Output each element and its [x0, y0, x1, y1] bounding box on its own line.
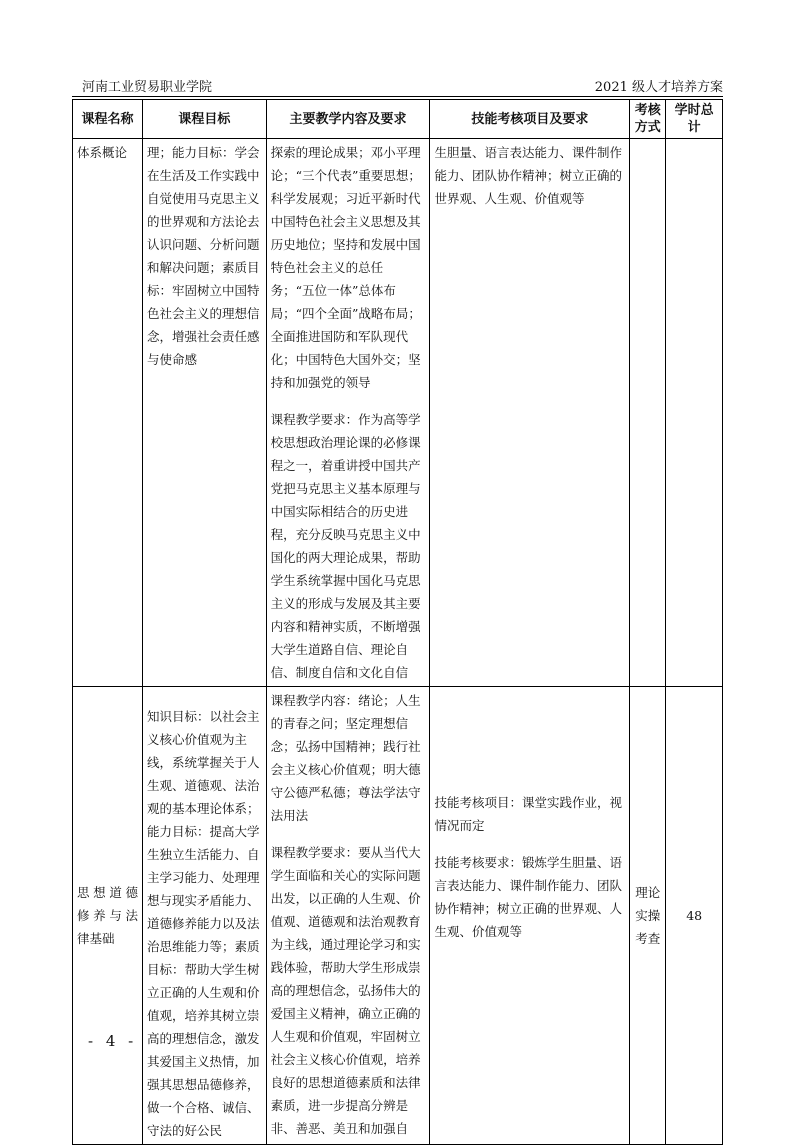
curriculum-table	[72, 99, 723, 1145]
total-hours-cell	[666, 139, 723, 687]
table-row	[73, 687, 723, 1145]
paragraph-gap	[271, 827, 426, 841]
header-rule	[72, 96, 723, 97]
column-header-total-hours: 学时总计	[666, 100, 723, 139]
skills-paragraph: 技能考核项目：课堂实践作业，视情况而定	[434, 795, 622, 833]
column-header-course-name: 课程名称	[73, 100, 143, 139]
column-header-skills: 技能考核项目及要求	[430, 100, 630, 139]
column-header-course-goal: 课程目标	[143, 100, 267, 139]
column-header-assessment-method: 考核方式	[630, 100, 666, 139]
column-header-content: 主要教学内容及要求	[266, 100, 430, 139]
table-row	[73, 139, 723, 687]
course-name-cell: 思想道德修养与法律基础	[73, 687, 143, 1145]
table-header-row	[73, 100, 723, 139]
course-name-cell: 体系概论	[73, 139, 143, 687]
paragraph-gap	[271, 394, 426, 408]
total-hours-cell: 48	[666, 687, 723, 1145]
content-paragraph: 探索的理论成果；邓小平理论；“三个代表”重要思想；科学发展观；习近平新时代中国特色社会主义思想及其历史地位；坚持和发展中国特色社会主义的总任务；“五位一体”总体布局；“四个全面”战略布局；全面推进国防和军队现代化；中国特色大国外交；坚持和加强党的领导	[270, 145, 421, 390]
assessment-method-cell: 理论实操考查	[630, 687, 666, 1145]
content-paragraph: 课程教学内容：绪论；人生的青春之问；坚定理想信念；弘扬中国精神；践行社会主义核心价值观；明大德守公德严私德；尊法学法守法用法	[270, 693, 421, 823]
skills-cell: 生胆量、语言表达能力、课件制作能力、团队协作精神；树立正确的世界观、人生观、价值观等	[430, 139, 630, 687]
course-goal-cell: 知识目标：以社会主义核心价值观为主线，系统掌握关于人生观、道德观、法治观的基本理论体系；能力目标：提高大学生独立生活能力、自主学习能力、处理理想与现实矛盾能力、道德修养能力以及法治思维能力等；素质目标：帮助大学生树立正确的人生观和价值观，培养其树立崇高的理想信念，激发其爱国主义热情，加强其思想品德修养，做一个合格、诚信、守法的好公民	[143, 687, 267, 1145]
paragraph-gap	[434, 837, 625, 851]
course-goal-cell: 理；能力目标：学会在生活及工作实践中自觉使用马克思主义的世界观和方法论去认识问题、分析问题和解决问题；素质目标：牢固树立中国特色社会主义的理想信念，增强社会责任感与使命感	[143, 139, 267, 687]
assessment-method-cell	[630, 139, 666, 687]
content-paragraph: 课程教学要求：要从当代大学生面临和关心的实际问题出发，以正确的人生观、价值观、道德观和法治观教育为主线，通过理论学习和实践体验，帮助大学生形成崇高的理想信念，弘扬伟大的爱国主义精神，确立正确的人生观和价值观，牢固树立社会主义核心价值观，培养良好的思想道德素质和法律素质，进一步提高分辨是非、善恶、美丑和加强自	[270, 845, 421, 1136]
content-paragraph: 课程教学要求：作为高等学校思想政治理论课的必修课程之一，着重讲授中国共产党把马克思主义基本原理与中国实际相结合的历史进程，充分反映马克思主义中国化的两大理论成果，帮助学生系统掌握中国化马克思主义的形成与发展及其主要内容和精神实质，不断增强大学生道路自信、理论自信、制度自信和文化自信	[270, 412, 421, 680]
header-school-name: 河南工业贸易职业学院	[82, 80, 213, 95]
course-content-cell	[266, 139, 430, 687]
skills-paragraph: 技能考核要求：锻炼学生胆量、语言表达能力、课件制作能力、团队协作精神；树立正确的世界观、人生观、价值观等	[434, 855, 622, 939]
skills-cell	[430, 687, 630, 1145]
page-number: - 4 -	[88, 1032, 138, 1050]
header-document-title: 2021 级人才培养方案	[594, 80, 723, 95]
course-content-cell	[266, 687, 430, 1145]
